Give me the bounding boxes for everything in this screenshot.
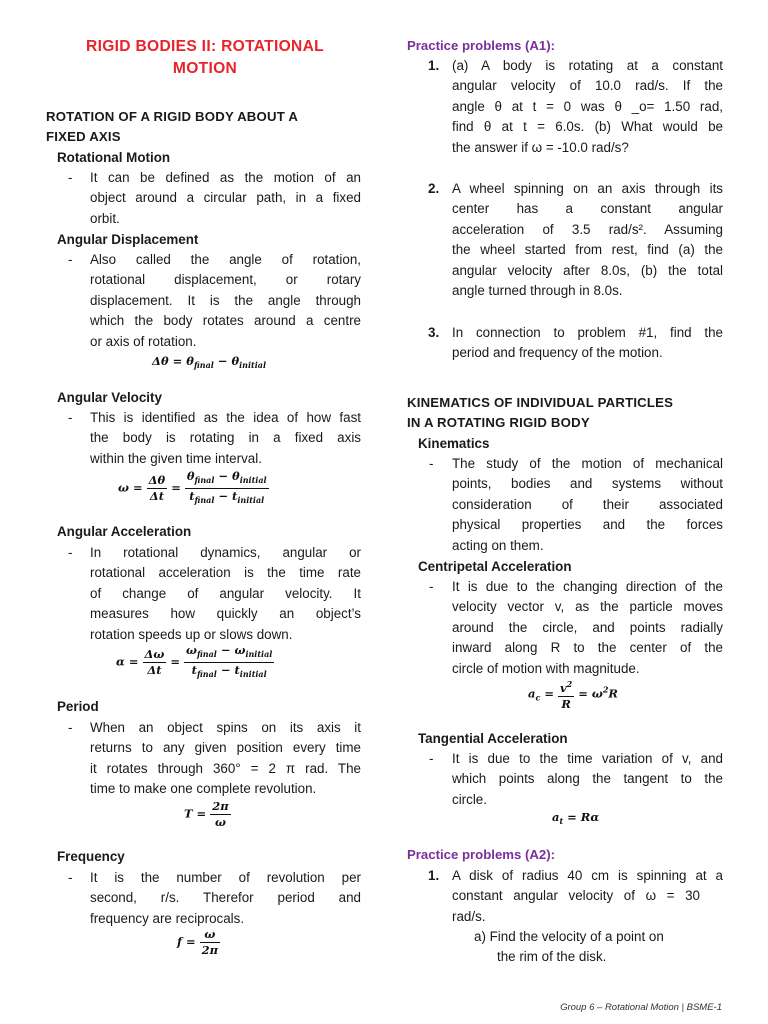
equation-angular-displacement: $\Delta\theta = \theta_{final} - \theta_{initial}$ <box>152 354 266 370</box>
page-title: RIGID BODIES II: ROTATIONAL MOTION <box>86 38 324 77</box>
bullet-frequency: - It is the number of revolution per second, r/s. Therefor period and frequency are reciprocals. <box>68 870 361 926</box>
equation-angular-acceleration: α = $\frac{\Delta\omega}{\Delta t}$ = $\frac{\omega_{final} - \omega_{initial}}{t_{final} - t_{initial}}$ <box>116 643 273 679</box>
problem-number-3: 3. <box>428 325 440 340</box>
problem-a2-1: A disk of radius 40 cm is spinning at a constant angular velocity of ω = 30 rad/s. <box>452 868 723 924</box>
problem-a2-1a: a) Find the velocity of a point on the rim of the disk. <box>474 929 664 965</box>
bullet-period: - When an object spins on its axis it returns to any given position every time it rotates through 360° = 2 π rad. The time to make one complete revolution. <box>68 720 361 797</box>
heading-angular-velocity: Angular Velocity <box>57 390 162 405</box>
equation-tangential: $a_t = R\alpha$ <box>552 810 600 826</box>
heading-frequency: Frequency <box>57 849 125 864</box>
problem-number-a2-1: 1. <box>428 868 440 883</box>
heading-rotational-motion: Rotational Motion <box>57 150 171 165</box>
heading-practice-a1: Practice problems (A1): <box>407 38 556 53</box>
heading-angular-displacement: Angular Displacement <box>57 232 199 247</box>
heading-practice-a2: Practice problems (A2): <box>407 847 556 862</box>
bullet-angular-velocity: - This is identified as the idea of how fast the body is rotating in a fixed axis within the given time interval. <box>68 410 361 466</box>
problem-a1-1: (a) A body is rotating at a constant angular velocity of 10.0 rad/s. If the angle θ at t = 0 was θ _o= 1.50 rad, find θ at t = 6.0s. (b) What would be the answer if ω = -10.0 rad/s? <box>452 58 723 155</box>
section-heading-rotation: ROTATION OF A RIGID BODY ABOUT A FIXED AXIS <box>46 109 299 145</box>
heading-angular-acceleration: Angular Acceleration <box>57 524 192 539</box>
bullet-angular-acceleration: - In rotational dynamics, angular or rotational acceleration is the time rate of change of angular velocity. It measures how quickly an object’s rotation speeds up or slows down. <box>68 545 361 642</box>
equation-angular-velocity: ω = $\frac{\Delta\theta}{\Delta t}$ = $\frac{\theta_{final} - \theta_{initial}}{t_{final} - t_{initial}}$ <box>118 469 267 505</box>
equation-period: T = $\frac{2\pi}{\omega}$ <box>184 799 229 829</box>
heading-tangential: Tangential Acceleration <box>418 731 568 746</box>
bullet-tangential: - It is due to the time variation of v, and which points along the tangent to the circle. <box>429 751 723 807</box>
equation-frequency: f = $\frac{\omega}{2\pi}$ <box>177 927 219 957</box>
equation-centripetal: $a_c$ = $\frac{v^2}{R}$ = $\omega^2R$ <box>528 679 618 711</box>
bullet-rotational-motion: - It can be defined as the motion of an object around a circular path, in a fixed orbit. <box>68 170 361 226</box>
problem-number-1: 1. <box>428 58 440 73</box>
heading-centripetal: Centripetal Acceleration <box>418 559 572 574</box>
bullet-kinematics: - The study of the motion of mechanical points, bodies and systems without consideration of their associated physical properties and the forces acting on them. <box>429 456 723 553</box>
bullet-centripetal: - It is due to the changing direction of the velocity vector v, as the particle moves around the circle, and points radially inward along R to the center of the circle of motion with magnitude. <box>429 579 723 676</box>
heading-kinematics: Kinematics <box>418 436 490 451</box>
page-footer: Group 6 – Rotational Motion | BSME-1 <box>560 1002 722 1013</box>
problem-a1-2: A wheel spinning on an axis through its center has a constant angular acceleration of 3.5 rad/s². Assuming the wheel started from rest, find (a) the angular velocity after 8.0s, (b) the total angle turned through in 8.0s. <box>452 181 723 298</box>
heading-period: Period <box>57 699 99 714</box>
problem-number-2: 2. <box>428 181 440 196</box>
section-heading-kinematics: KINEMATICS OF INDIVIDUAL PARTICLES IN A ROTATING RIGID BODY <box>407 395 674 431</box>
bullet-angular-displacement: - Also called the angle of rotation, rotational displacement, or rotary displacement. It is the angle through which the body rotates around a centre or axis of rotation. <box>68 252 361 349</box>
problem-a1-3: In connection to problem #1, find the period and frequency of the motion. <box>452 325 723 361</box>
